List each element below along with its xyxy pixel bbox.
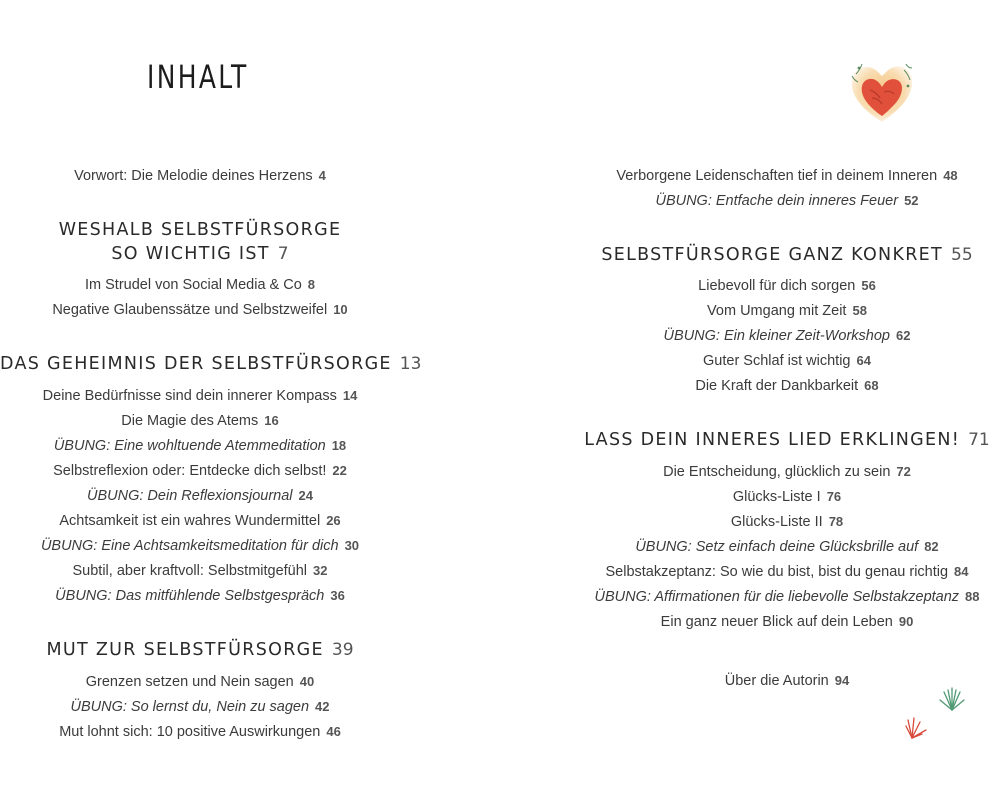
- red-sprig-icon: [904, 716, 928, 740]
- entry-page: 90: [898, 614, 914, 629]
- toc-entry[interactable]: [575, 489, 999, 505]
- section-title: LASS DEIN INNERES LIED ERKLINGEN!: [584, 430, 961, 450]
- toc-entry[interactable]: [0, 277, 400, 293]
- entry-page: 14: [342, 388, 358, 403]
- entry-label: Grenzen setzen und Nein sagen: [85, 674, 294, 690]
- entry-page: 10: [333, 302, 348, 317]
- section-page: 13: [399, 354, 422, 374]
- toc-entry-exercise[interactable]: [575, 589, 999, 605]
- entry-page: 58: [852, 303, 867, 318]
- entry-page: 40: [299, 674, 315, 689]
- entry-page: 48: [943, 168, 958, 183]
- entry-label: Die Magie des Atems: [121, 413, 259, 429]
- entry-label: Mut lohnt sich: 10 positive Auswirkungen: [59, 724, 321, 740]
- entry-label: Im Strudel von Social Media & Co: [84, 277, 302, 293]
- toc-entry[interactable]: [575, 378, 999, 394]
- entry-page: 18: [331, 438, 347, 453]
- entry-page: 88: [965, 589, 980, 604]
- entry-page: 64: [856, 353, 871, 368]
- entry-page: 56: [861, 278, 876, 293]
- toc-entry-exercise[interactable]: [0, 438, 400, 454]
- entry-label: ÜBUNG: Ein kleiner Zeit-Workshop: [663, 328, 890, 344]
- entry-label: Vorwort: Die Melodie deines Herzens: [74, 168, 313, 184]
- section-title: SELBSTFÜRSORGE GANZ KONKRET: [601, 245, 944, 265]
- toc-entry[interactable]: [0, 563, 400, 579]
- entry-page: 4: [318, 168, 326, 183]
- entry-page: 82: [924, 539, 939, 554]
- toc-entry[interactable]: [575, 614, 999, 630]
- entry-label: Achtsamkeit ist ein wahres Wundermittel: [59, 513, 321, 529]
- toc-entry-exercise[interactable]: [0, 538, 400, 554]
- entry-label: Über die Autorin: [724, 673, 829, 689]
- section-title-line1: WESHALB SELBSTFÜRSORGE: [58, 220, 342, 240]
- entry-page: 30: [344, 538, 360, 553]
- toc-entry[interactable]: [0, 463, 400, 479]
- entry-label: Deine Bedürfnisse sind dein innerer Kompass: [42, 388, 337, 404]
- entry-label: Ein ganz neuer Blick auf dein Leben: [660, 614, 893, 630]
- entry-label: ÜBUNG: Eine wohltuende Atemmeditation: [53, 438, 326, 454]
- toc-entry[interactable]: [0, 674, 400, 690]
- entry-page: 78: [828, 514, 844, 529]
- section-heading[interactable]: [0, 640, 400, 660]
- entry-label: ÜBUNG: Setz einfach deine Glücksbrille auf: [635, 539, 919, 555]
- toc-left-column: [0, 0, 422, 800]
- entry-page: 62: [895, 328, 911, 343]
- entry-page: 22: [332, 463, 347, 478]
- toc-entry-exercise[interactable]: [575, 328, 999, 344]
- section-heading-line2[interactable]: [0, 244, 400, 264]
- entry-page: 36: [330, 588, 345, 603]
- section-title-line2: SO WICHTIG IST: [111, 244, 270, 264]
- toc-entry[interactable]: [575, 464, 999, 480]
- entry-page: 46: [326, 724, 341, 739]
- entry-page: 72: [896, 464, 911, 479]
- toc-entry-outro[interactable]: [575, 673, 999, 689]
- toc-entry[interactable]: [0, 513, 400, 529]
- section-heading[interactable]: [575, 430, 999, 450]
- entry-label: Die Entscheidung, glücklich zu sein: [663, 464, 891, 480]
- entry-label: ÜBUNG: Dein Reflexionsjournal: [87, 488, 293, 504]
- entry-label: Liebevoll für dich sorgen: [698, 278, 856, 294]
- toc-entry[interactable]: [575, 168, 999, 184]
- toc-entry[interactable]: [575, 353, 999, 369]
- entry-label: Guter Schlaf ist wichtig: [703, 353, 851, 369]
- section-page: 39: [331, 640, 354, 660]
- entry-label: Selbstreflexion oder: Entdecke dich selbst!: [53, 463, 327, 479]
- toc-entry[interactable]: [0, 724, 400, 740]
- toc-entry-intro[interactable]: [0, 168, 400, 184]
- toc-entry-exercise[interactable]: [575, 193, 999, 209]
- entry-page: 52: [904, 193, 919, 208]
- green-sprig-icon: [938, 684, 966, 712]
- toc-entry-exercise[interactable]: [575, 539, 999, 555]
- section-title: MUT ZUR SELBSTFÜRSORGE: [46, 640, 324, 660]
- toc-entry-exercise[interactable]: [0, 699, 400, 715]
- entry-label: Subtil, aber kraftvoll: Selbstmitgefühl: [72, 563, 308, 579]
- entry-label: Selbstakzeptanz: So wie du bist, bist du genau richtig: [605, 564, 949, 580]
- toc-entry[interactable]: [575, 514, 999, 530]
- section-heading[interactable]: [575, 245, 999, 265]
- toc-entry-exercise[interactable]: [0, 488, 400, 504]
- section-heading[interactable]: [0, 354, 422, 374]
- toc-entry[interactable]: [0, 302, 400, 318]
- section-page: 55: [951, 245, 973, 265]
- heart-icon: [846, 56, 918, 128]
- entry-page: 24: [298, 488, 313, 503]
- section-page: 7: [277, 244, 289, 264]
- toc-entry[interactable]: [575, 278, 999, 294]
- entry-label: Vom Umgang mit Zeit: [707, 303, 847, 319]
- toc-entry[interactable]: [0, 388, 400, 404]
- page-title: INHALT: [147, 58, 249, 96]
- entry-page: 32: [313, 563, 328, 578]
- entry-page: 94: [834, 673, 850, 688]
- entry-page: 68: [864, 378, 879, 393]
- entry-label: Negative Glaubenssätze und Selbstzweifel: [52, 302, 328, 318]
- entry-label: ÜBUNG: So lernst du, Nein zu sagen: [70, 699, 310, 715]
- entry-page: 16: [264, 413, 279, 428]
- toc-entry[interactable]: [575, 303, 999, 319]
- toc-right-column: [575, 0, 999, 800]
- entry-label: Die Kraft der Dankbarkeit: [695, 378, 859, 394]
- section-heading[interactable]: [0, 220, 400, 240]
- toc-entry-exercise[interactable]: [0, 588, 400, 604]
- entry-page: 8: [307, 277, 316, 292]
- entry-label: ÜBUNG: Entfache dein inneres Feuer: [655, 193, 899, 209]
- entry-page: 26: [326, 513, 341, 528]
- entry-page: 84: [954, 564, 969, 579]
- entry-page: 42: [315, 699, 330, 714]
- toc-entry[interactable]: [0, 413, 400, 429]
- toc-entry[interactable]: [575, 564, 999, 580]
- entry-label: ÜBUNG: Das mitfühlende Selbstgespräch: [55, 588, 325, 604]
- entry-label: ÜBUNG: Affirmationen für die liebevolle Selbstakzeptanz: [594, 589, 960, 605]
- section-page: 71: [968, 430, 990, 450]
- entry-label: Glücks-Liste I: [732, 489, 821, 505]
- entry-page: 76: [826, 489, 842, 504]
- entry-label: Verborgene Leidenschaften tief in deinem Inneren: [616, 168, 938, 184]
- section-title: DAS GEHEIMNIS DER SELBSTFÜRSORGE: [0, 354, 392, 374]
- entry-label: Glücks-Liste II: [730, 514, 823, 530]
- entry-label: ÜBUNG: Eine Achtsamkeitsmeditation für dich: [40, 538, 339, 554]
